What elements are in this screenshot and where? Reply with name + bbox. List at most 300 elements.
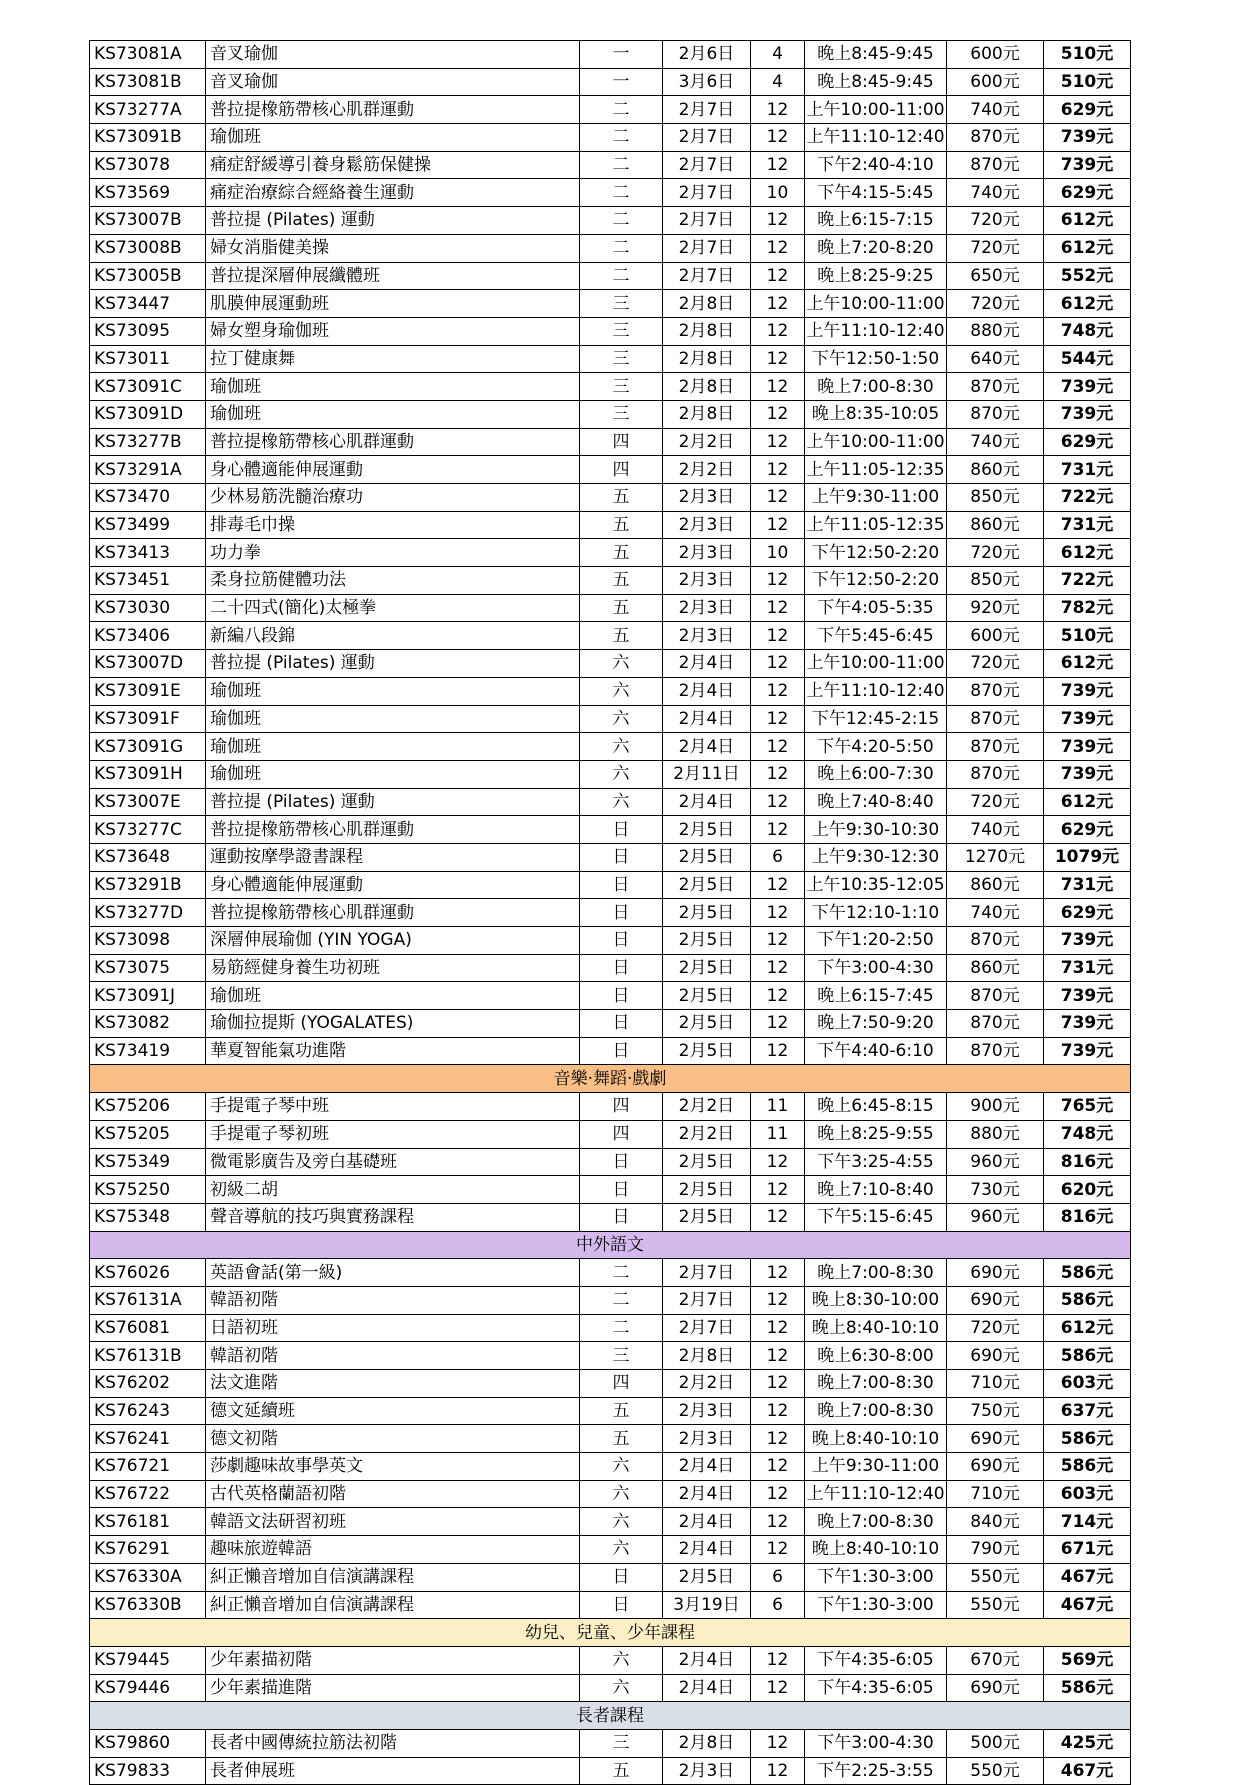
start-date: 2月4日: [663, 1480, 751, 1508]
weekday: 五: [580, 567, 663, 595]
course-code: KS79446: [90, 1674, 206, 1702]
weekday: 五: [580, 539, 663, 567]
course-row: [90, 400, 1131, 428]
discounted-fee: 569元: [1044, 1646, 1131, 1674]
start-date: 2月4日: [663, 1646, 751, 1674]
course-code: KS73291A: [90, 456, 206, 484]
course-code: KS73419: [90, 1037, 206, 1065]
course-row: [90, 373, 1131, 401]
course-name: 初級二胡: [206, 1176, 580, 1204]
original-fee: 840元: [947, 1508, 1044, 1536]
course-code: KS73277D: [90, 899, 206, 927]
session-count: 12: [751, 290, 805, 318]
course-row: [90, 1176, 1131, 1204]
session-count: 6: [751, 843, 805, 871]
course-row: [90, 1397, 1131, 1425]
original-fee: 740元: [947, 179, 1044, 207]
course-name: 瑜伽班: [206, 373, 580, 401]
original-fee: 690元: [947, 1674, 1044, 1702]
start-date: 2月3日: [663, 1425, 751, 1453]
session-count: 12: [751, 1757, 805, 1785]
original-fee: 870元: [947, 124, 1044, 152]
original-fee: 670元: [947, 1646, 1044, 1674]
original-fee: 710元: [947, 1480, 1044, 1508]
session-count: 12: [751, 124, 805, 152]
section-title: 長者課程: [90, 1702, 1131, 1730]
course-name: 新編八段錦: [206, 622, 580, 650]
original-fee: 550元: [947, 1591, 1044, 1619]
start-date: 2月5日: [663, 816, 751, 844]
discounted-fee: 586元: [1044, 1674, 1131, 1702]
discounted-fee: 739元: [1044, 1010, 1131, 1038]
course-row: [90, 1120, 1131, 1148]
weekday: 四: [580, 428, 663, 456]
weekday: 日: [580, 1563, 663, 1591]
course-name: 普拉提 (Pilates) 運動: [206, 207, 580, 235]
class-time: 上午11:10-12:40: [805, 124, 947, 152]
course-name: 易筋經健身養生功初班: [206, 954, 580, 982]
course-code: KS73648: [90, 843, 206, 871]
class-time: 下午5:15-6:45: [805, 1203, 947, 1231]
course-name: 婦女消脂健美操: [206, 234, 580, 262]
weekday: 四: [580, 456, 663, 484]
course-code: KS73098: [90, 927, 206, 955]
start-date: 2月2日: [663, 456, 751, 484]
course-code: KS76181: [90, 1508, 206, 1536]
class-time: 下午1:30-3:00: [805, 1591, 947, 1619]
course-name: 趣味旅遊韓語: [206, 1536, 580, 1564]
original-fee: 960元: [947, 1203, 1044, 1231]
session-count: 6: [751, 1563, 805, 1591]
start-date: 2月8日: [663, 373, 751, 401]
original-fee: 870元: [947, 760, 1044, 788]
start-date: 2月5日: [663, 1148, 751, 1176]
course-name: 華夏智能氣功進階: [206, 1037, 580, 1065]
course-row: [90, 1563, 1131, 1591]
original-fee: 720元: [947, 290, 1044, 318]
session-count: 12: [751, 1480, 805, 1508]
course-code: KS76131A: [90, 1286, 206, 1314]
start-date: 2月7日: [663, 151, 751, 179]
start-date: 2月7日: [663, 234, 751, 262]
class-time: 晚上8:30-10:00: [805, 1286, 947, 1314]
class-time: 上午11:05-12:35: [805, 456, 947, 484]
discounted-fee: 629元: [1044, 899, 1131, 927]
start-date: 2月8日: [663, 1342, 751, 1370]
class-time: 下午2:25-3:55: [805, 1757, 947, 1785]
course-row: [90, 511, 1131, 539]
discounted-fee: 739元: [1044, 1037, 1131, 1065]
course-row: [90, 456, 1131, 484]
class-time: 上午10:35-12:05: [805, 871, 947, 899]
start-date: 2月4日: [663, 788, 751, 816]
session-count: 12: [751, 788, 805, 816]
original-fee: 900元: [947, 1093, 1044, 1121]
weekday: 二: [580, 1314, 663, 1342]
course-name: 少年素描進階: [206, 1674, 580, 1702]
course-name: 古代英格蘭語初階: [206, 1480, 580, 1508]
course-code: KS75205: [90, 1120, 206, 1148]
session-count: 12: [751, 677, 805, 705]
class-time: 下午3:00-4:30: [805, 1729, 947, 1757]
start-date: 2月8日: [663, 317, 751, 345]
course-row: [90, 1314, 1131, 1342]
discounted-fee: 586元: [1044, 1425, 1131, 1453]
start-date: 2月8日: [663, 345, 751, 373]
course-code: KS73470: [90, 484, 206, 512]
course-row: [90, 622, 1131, 650]
course-name: 運動按摩學證書課程: [206, 843, 580, 871]
course-name: 肌膜伸展運動班: [206, 290, 580, 318]
weekday: 三: [580, 1729, 663, 1757]
course-code: KS73095: [90, 317, 206, 345]
course-name: 普拉提深層伸展纖體班: [206, 262, 580, 290]
course-name: 音叉瑜伽: [206, 68, 580, 96]
original-fee: 710元: [947, 1370, 1044, 1398]
weekday: 二: [580, 1286, 663, 1314]
course-row: [90, 1342, 1131, 1370]
weekday: 五: [580, 1425, 663, 1453]
session-count: 12: [751, 234, 805, 262]
weekday: 日: [580, 982, 663, 1010]
weekday: 一: [580, 41, 663, 69]
original-fee: 920元: [947, 594, 1044, 622]
weekday: 日: [580, 1591, 663, 1619]
start-date: 2月8日: [663, 290, 751, 318]
session-count: 12: [751, 1425, 805, 1453]
discounted-fee: 739元: [1044, 705, 1131, 733]
class-time: 下午4:35-6:05: [805, 1646, 947, 1674]
course-row: [90, 290, 1131, 318]
session-count: 12: [751, 927, 805, 955]
start-date: 2月5日: [663, 843, 751, 871]
course-code: KS73447: [90, 290, 206, 318]
start-date: 2月4日: [663, 1453, 751, 1481]
course-row: [90, 1591, 1131, 1619]
course-row: [90, 1093, 1131, 1121]
discounted-fee: 748元: [1044, 1120, 1131, 1148]
discounted-fee: 510元: [1044, 41, 1131, 69]
course-row: [90, 1259, 1131, 1287]
course-code: KS73091C: [90, 373, 206, 401]
discounted-fee: 612元: [1044, 650, 1131, 678]
weekday: 六: [580, 1480, 663, 1508]
session-count: 12: [751, 1176, 805, 1204]
session-count: 12: [751, 428, 805, 456]
course-name: 莎劇趣味故事學英文: [206, 1453, 580, 1481]
discounted-fee: 739元: [1044, 373, 1131, 401]
course-row: [90, 539, 1131, 567]
original-fee: 860元: [947, 511, 1044, 539]
start-date: 2月2日: [663, 1370, 751, 1398]
original-fee: 870元: [947, 373, 1044, 401]
course-name: 德文初階: [206, 1425, 580, 1453]
discounted-fee: 612元: [1044, 234, 1131, 262]
course-name: 糾正懶音增加自信演講課程: [206, 1591, 580, 1619]
session-count: 12: [751, 594, 805, 622]
discounted-fee: 586元: [1044, 1259, 1131, 1287]
course-row: [90, 1646, 1131, 1674]
session-count: 12: [751, 96, 805, 124]
course-code: KS76081: [90, 1314, 206, 1342]
course-name: 普拉提橡筋帶核心肌群運動: [206, 899, 580, 927]
course-name: 深層伸展瑜伽 (YIN YOGA): [206, 927, 580, 955]
original-fee: 720元: [947, 539, 1044, 567]
course-name: 韓語初階: [206, 1286, 580, 1314]
start-date: 2月7日: [663, 124, 751, 152]
start-date: 2月5日: [663, 899, 751, 927]
original-fee: 870元: [947, 1037, 1044, 1065]
original-fee: 650元: [947, 262, 1044, 290]
course-name: 瑜伽班: [206, 677, 580, 705]
session-count: 12: [751, 1397, 805, 1425]
class-time: 下午4:35-6:05: [805, 1674, 947, 1702]
course-code: KS73277B: [90, 428, 206, 456]
original-fee: 720元: [947, 650, 1044, 678]
course-name: 韓語文法研習初班: [206, 1508, 580, 1536]
weekday: 日: [580, 954, 663, 982]
class-time: 下午1:30-3:00: [805, 1563, 947, 1591]
weekday: 日: [580, 843, 663, 871]
start-date: 2月3日: [663, 511, 751, 539]
session-count: 12: [751, 1010, 805, 1038]
discounted-fee: 467元: [1044, 1563, 1131, 1591]
start-date: 2月4日: [663, 1674, 751, 1702]
discounted-fee: 612元: [1044, 1314, 1131, 1342]
class-time: 晚上7:20-8:20: [805, 234, 947, 262]
original-fee: 600元: [947, 41, 1044, 69]
original-fee: 720元: [947, 207, 1044, 235]
original-fee: 600元: [947, 622, 1044, 650]
start-date: 2月4日: [663, 1536, 751, 1564]
start-date: 2月3日: [663, 567, 751, 595]
session-count: 12: [751, 1536, 805, 1564]
original-fee: 860元: [947, 456, 1044, 484]
weekday: 五: [580, 1757, 663, 1785]
course-row: [90, 843, 1131, 871]
course-code: KS75206: [90, 1093, 206, 1121]
discounted-fee: 739元: [1044, 124, 1131, 152]
class-time: 下午1:20-2:50: [805, 927, 947, 955]
start-date: 2月7日: [663, 96, 751, 124]
class-time: 下午4:20-5:50: [805, 733, 947, 761]
original-fee: 870元: [947, 677, 1044, 705]
session-count: 12: [751, 954, 805, 982]
discounted-fee: 739元: [1044, 400, 1131, 428]
course-code: KS75349: [90, 1148, 206, 1176]
start-date: 2月7日: [663, 207, 751, 235]
course-code: KS73081A: [90, 41, 206, 69]
discounted-fee: 739元: [1044, 982, 1131, 1010]
class-time: 晚上7:00-8:30: [805, 1259, 947, 1287]
session-count: 12: [751, 1508, 805, 1536]
session-count: 12: [751, 1342, 805, 1370]
original-fee: 500元: [947, 1729, 1044, 1757]
discounted-fee: 816元: [1044, 1148, 1131, 1176]
course-name: 普拉提橡筋帶核心肌群運動: [206, 428, 580, 456]
discounted-fee: 731元: [1044, 456, 1131, 484]
session-count: 12: [751, 400, 805, 428]
course-code: KS73082: [90, 1010, 206, 1038]
course-name: 功力拳: [206, 539, 580, 567]
section-title: 中外語文: [90, 1231, 1131, 1259]
course-row: [90, 68, 1131, 96]
class-time: 上午9:30-10:30: [805, 816, 947, 844]
original-fee: 850元: [947, 484, 1044, 512]
original-fee: 720元: [947, 234, 1044, 262]
discounted-fee: 731元: [1044, 511, 1131, 539]
class-time: 上午9:30-12:30: [805, 843, 947, 871]
discounted-fee: 731元: [1044, 954, 1131, 982]
course-code: KS73007D: [90, 650, 206, 678]
course-code: KS76721: [90, 1453, 206, 1481]
course-row: [90, 41, 1131, 69]
discounted-fee: 731元: [1044, 871, 1131, 899]
course-row: [90, 594, 1131, 622]
start-date: 2月8日: [663, 1729, 751, 1757]
discounted-fee: 603元: [1044, 1480, 1131, 1508]
start-date: 3月6日: [663, 68, 751, 96]
session-count: 12: [751, 622, 805, 650]
class-time: 晚上8:40-10:10: [805, 1314, 947, 1342]
course-code: KS73413: [90, 539, 206, 567]
course-code: KS73011: [90, 345, 206, 373]
course-code: KS76241: [90, 1425, 206, 1453]
course-row: [90, 1370, 1131, 1398]
class-time: 下午12:45-2:15: [805, 705, 947, 733]
class-time: 下午3:00-4:30: [805, 954, 947, 982]
course-name: 普拉提橡筋帶核心肌群運動: [206, 96, 580, 124]
class-time: 上午11:10-12:40: [805, 677, 947, 705]
start-date: 2月5日: [663, 982, 751, 1010]
section-title: 幼兒、兒童、少年課程: [90, 1619, 1131, 1647]
discounted-fee: 552元: [1044, 262, 1131, 290]
start-date: 2月7日: [663, 179, 751, 207]
course-row: [90, 1203, 1131, 1231]
course-code: KS75250: [90, 1176, 206, 1204]
weekday: 二: [580, 124, 663, 152]
session-count: 12: [751, 1259, 805, 1287]
session-count: 4: [751, 41, 805, 69]
course-code: KS73091F: [90, 705, 206, 733]
session-count: 12: [751, 1314, 805, 1342]
course-code: KS73030: [90, 594, 206, 622]
start-date: 2月3日: [663, 1397, 751, 1425]
start-date: 2月2日: [663, 1093, 751, 1121]
original-fee: 690元: [947, 1342, 1044, 1370]
original-fee: 870元: [947, 705, 1044, 733]
original-fee: 690元: [947, 1453, 1044, 1481]
course-name: 聲音導航的技巧與實務課程: [206, 1203, 580, 1231]
session-count: 12: [751, 705, 805, 733]
weekday: 二: [580, 151, 663, 179]
course-code: KS73081B: [90, 68, 206, 96]
course-code: KS73091H: [90, 760, 206, 788]
original-fee: 690元: [947, 1259, 1044, 1287]
course-code: KS76243: [90, 1397, 206, 1425]
weekday: 六: [580, 1646, 663, 1674]
course-code: KS79860: [90, 1729, 206, 1757]
discounted-fee: 739元: [1044, 733, 1131, 761]
weekday: 五: [580, 594, 663, 622]
start-date: 2月3日: [663, 484, 751, 512]
start-date: 2月6日: [663, 41, 751, 69]
session-count: 12: [751, 871, 805, 899]
weekday: 四: [580, 1120, 663, 1148]
original-fee: 880元: [947, 317, 1044, 345]
original-fee: 860元: [947, 954, 1044, 982]
original-fee: 960元: [947, 1148, 1044, 1176]
session-count: 11: [751, 1120, 805, 1148]
session-count: 12: [751, 1729, 805, 1757]
course-row: [90, 207, 1131, 235]
course-row: [90, 1757, 1131, 1785]
original-fee: 750元: [947, 1397, 1044, 1425]
class-time: 下午5:45-6:45: [805, 622, 947, 650]
start-date: 2月7日: [663, 1286, 751, 1314]
course-row: [90, 1729, 1131, 1757]
course-name: 柔身拉筋健體功法: [206, 567, 580, 595]
course-row: [90, 816, 1131, 844]
start-date: 2月4日: [663, 677, 751, 705]
weekday: 六: [580, 677, 663, 705]
course-name: 瑜伽班: [206, 760, 580, 788]
start-date: 2月5日: [663, 1203, 751, 1231]
course-row: [90, 262, 1131, 290]
weekday: 日: [580, 1203, 663, 1231]
start-date: 2月11日: [663, 760, 751, 788]
session-count: 12: [751, 899, 805, 927]
discounted-fee: 612元: [1044, 207, 1131, 235]
class-time: 下午12:10-1:10: [805, 899, 947, 927]
course-schedule-table: [89, 40, 1131, 1785]
course-row: [90, 954, 1131, 982]
course-row: [90, 345, 1131, 373]
discounted-fee: 816元: [1044, 1203, 1131, 1231]
discounted-fee: 586元: [1044, 1453, 1131, 1481]
course-row: [90, 788, 1131, 816]
discounted-fee: 586元: [1044, 1286, 1131, 1314]
course-code: KS73008B: [90, 234, 206, 262]
weekday: 日: [580, 1010, 663, 1038]
class-time: 下午12:50-2:20: [805, 567, 947, 595]
start-date: 2月3日: [663, 594, 751, 622]
class-time: 下午4:15-5:45: [805, 179, 947, 207]
class-time: 晚上6:30-8:00: [805, 1342, 947, 1370]
discounted-fee: 637元: [1044, 1397, 1131, 1425]
start-date: 2月2日: [663, 428, 751, 456]
original-fee: 740元: [947, 428, 1044, 456]
session-count: 12: [751, 262, 805, 290]
class-time: 晚上7:00-8:30: [805, 1370, 947, 1398]
course-code: KS73005B: [90, 262, 206, 290]
course-name: 痛症舒緩導引養身鬆筋保健操: [206, 151, 580, 179]
weekday: 三: [580, 290, 663, 318]
session-count: 12: [751, 1286, 805, 1314]
discounted-fee: 544元: [1044, 345, 1131, 373]
course-row: [90, 124, 1131, 152]
original-fee: 720元: [947, 1314, 1044, 1342]
class-time: 上午10:00-11:00: [805, 290, 947, 318]
session-count: 12: [751, 760, 805, 788]
class-time: 上午9:30-11:00: [805, 1453, 947, 1481]
course-code: KS76131B: [90, 1342, 206, 1370]
course-name: 德文延續班: [206, 1397, 580, 1425]
original-fee: 880元: [947, 1120, 1044, 1148]
start-date: 2月7日: [663, 1259, 751, 1287]
course-row: [90, 179, 1131, 207]
weekday: 六: [580, 733, 663, 761]
